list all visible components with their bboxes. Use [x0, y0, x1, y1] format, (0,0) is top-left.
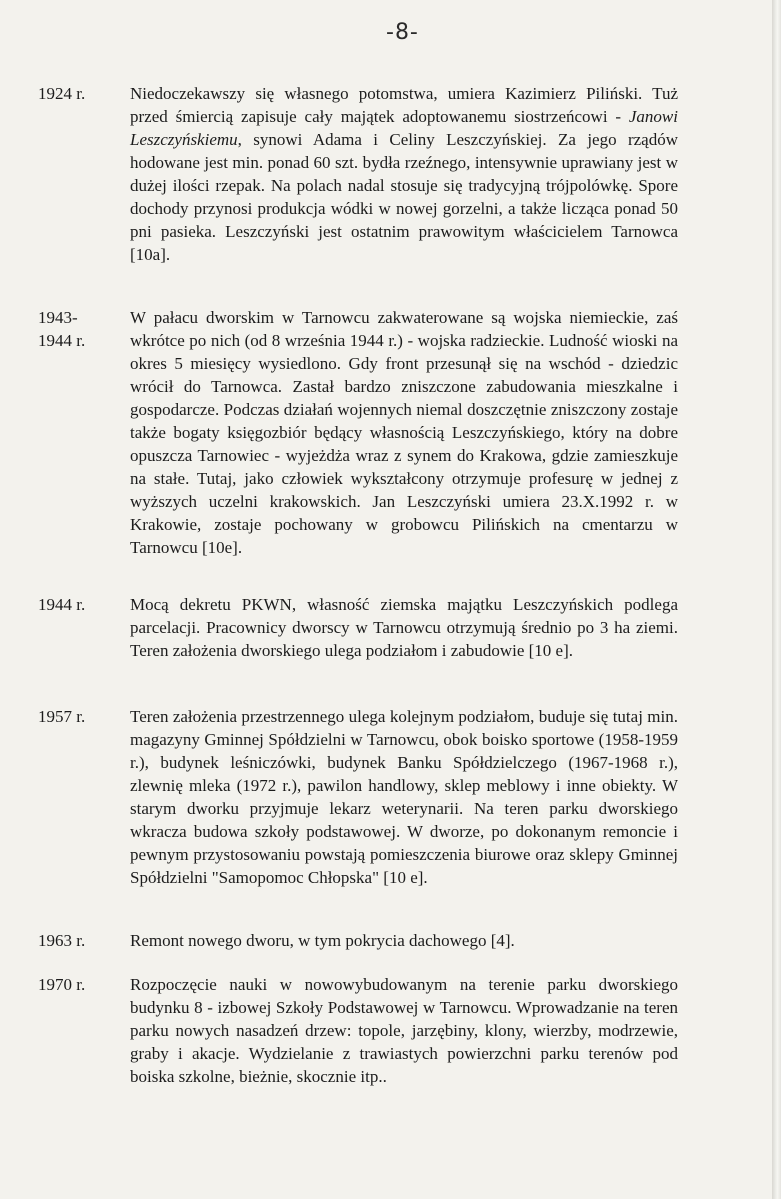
entry-text: Remont nowego dworu, w tym pokrycia dachowego [4].: [130, 931, 515, 950]
entry-text: Mocą dekretu PKWN, własność ziemska majątku Leszczyńskich podlega parcelacji. Pracownicy dworscy w Tarnowcu otrzymują średnio po 3 ha ziemi. Teren założenia dworskiego ulega podziałom i zabudowie [10 e].: [130, 595, 678, 660]
entry-text-part: Niedoczekawszy się własnego potomstwa, umiera Kazimierz Piliński. Tuż przed śmiercią zapisuje cały majątek adoptowanemu siostrzeńcowi -: [130, 84, 678, 126]
entry-year: 1944 r.: [38, 595, 86, 614]
entry-year: [38, 306, 118, 352]
page-number: -8-: [386, 20, 419, 45]
entry-year: 1957 r.: [38, 707, 86, 726]
entry-year-line: 1944 r.: [38, 331, 86, 350]
entry-text: W pałacu dworskim w Tarnowcu zakwaterowane są wojska niemieckie, zaś wkrótce po nich (od 8 września 1944 r.) - wojska radzieckie. Ludność wioski na okres 5 miesięcy wysiedlono. Gdy front przesunął się na wschód - dziedzic wrócił do Tarnowca. Zastał bardzo zniszczone zabudowania mieszkalne i gospodarcze. Podczas działań wojennych niemal doszczętnie zniszczony zostaje także bogaty księgozbiór będący własnością Leszczyńskiego, który na dobre opuszcza Tarnowiec - wyjeżdża wraz z synem do Krakowa, gdzie zamieszkuje na stałe. Tutaj, jako człowiek wykształcony otrzymuje profesurę w jednej z wyższych uczelni krakowskich. Jan Leszczyński umiera 23.X.1992 r. w Krakowie, zostaje pochowany w grobowcu Pilińskich na cmentarzu w Tarnowcu [10e].: [130, 308, 678, 557]
entry-text: Rozpoczęcie nauki w nowowybudowanym na terenie parku dworskiego budynku 8 - izbowej Szkoły Podstawowej w Tarnowcu. Wprowadzanie na teren parku nowych nasadzeń drzew: topole, jarzębiny, klony, wierzby, modrzewie, graby i akacje. Wydzielanie z trawiastych powierzchni parku terenów pod boiska szkolne, bieżnie, skocznie itp..: [130, 975, 678, 1086]
entry-year: 1970 r.: [38, 975, 86, 994]
entry-year: 1963 r.: [38, 931, 86, 950]
entry-text: [130, 82, 678, 266]
entry-year: 1924 r.: [38, 84, 86, 103]
entry-year-line: 1943-: [38, 308, 78, 327]
entry-text: Teren założenia przestrzennego ulega kolejnym podziałom, buduje się tutaj min. magazyny Gminnej Spółdzielni w Tarnowcu, obok boisko sportowe (1958-1959 r.), budynek leśniczówki, budynek Banku Spółdzielczego (1967-1968 r.), zlewnię mleka (1972 r.), pawilon handlowy, sklep meblowy i inne obiekty. W starym dworku przyjmuje lekarz weterynarii. Na teren parku dworskiego wkracza budowa szkoły podstawowej. W dworze, po dokonanym remoncie i pewnym przystosowaniu powstają pomieszczenia biurowe oraz sklepy Gminnej Spółdzielni "Samopomoc Chłopska" [10 e].: [130, 707, 678, 887]
entry-text-italic: Janowi Leszczyńskiemu: [130, 107, 678, 149]
entry-text-part: , synowi Adama i Celiny Leszczyńskiej. Za jego rządów hodowane jest min. ponad 60 szt. bydła rzeźnego, intensywnie uprawiany jest w dużej ilości rzepak. Na polach nadal stosuje się tradycyjną trójpolówkę. Spore dochody przynosi produkcja wódki w nowej gorzelni, a także licząca ponad 50 pni pasieka. Leszczyński jest ostatnim prawowitym właścicielem Tarnowca [10a].: [130, 130, 678, 264]
page-edge: [772, 0, 781, 1199]
